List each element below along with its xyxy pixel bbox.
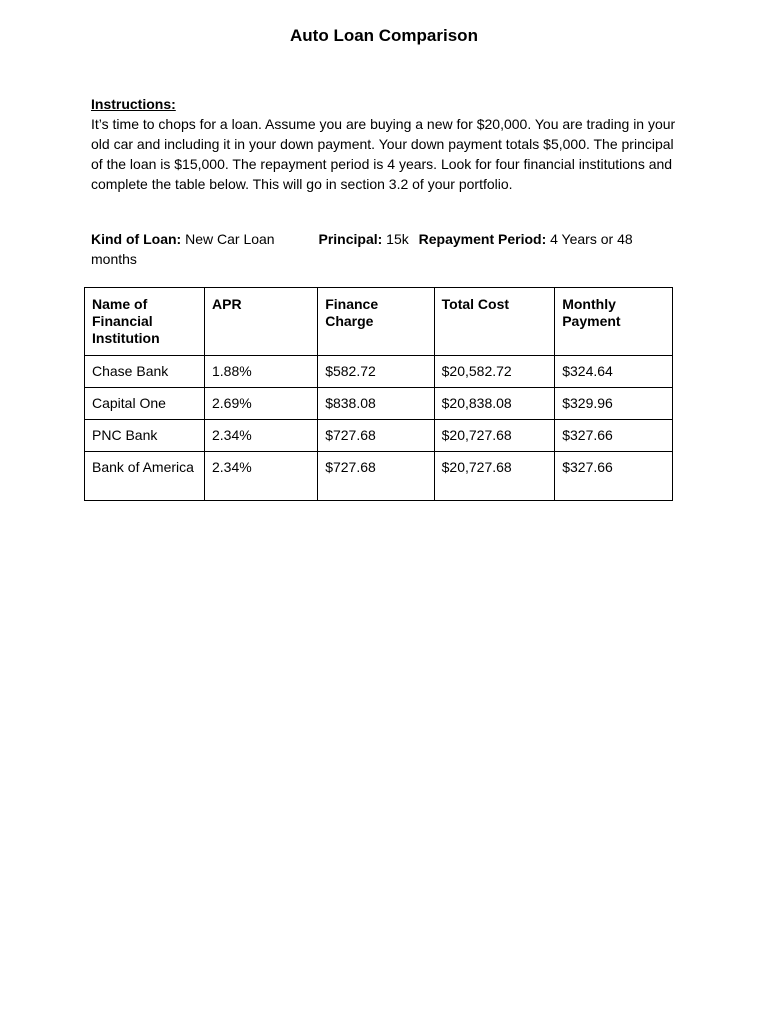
table-cell: 1.88% (205, 356, 318, 388)
instructions-block (91, 94, 681, 194)
repayment-period-value: 4 Years or 48 months (91, 231, 633, 267)
table-cell: $838.08 (318, 388, 434, 420)
table-header-row (85, 288, 673, 356)
column-header: Monthly Payment (555, 288, 673, 356)
page-title: Auto Loan Comparison (290, 26, 478, 45)
repayment-period-label: Repayment Period: (418, 231, 547, 247)
loan-info (91, 229, 671, 269)
table-cell: $20,582.72 (434, 356, 555, 388)
table-cell: $20,727.68 (434, 452, 555, 501)
table-cell: PNC Bank (85, 420, 205, 452)
table-cell: $727.68 (318, 452, 434, 501)
table-cell: $329.96 (555, 388, 673, 420)
table-row (85, 356, 673, 388)
table-cell: $20,727.68 (434, 420, 555, 452)
principal-label: Principal: (318, 231, 383, 247)
column-header: APR (205, 288, 318, 356)
column-header: Total Cost (434, 288, 555, 356)
instructions-text: It’s time to chops for a loan. Assume you are buying a new for $20,000. You are trading in your old car and including it in your down payment. Your down payment totals $5,000. The principal of the loan is $15,000. The repayment period is 4 years. Look for four financial institutions and complete the table below. This will go in section 3.2 of your portfolio. (91, 116, 676, 192)
table-cell: $324.64 (555, 356, 673, 388)
kind-of-loan-label: Kind of Loan: (91, 231, 182, 247)
table-cell: 2.69% (205, 388, 318, 420)
table-cell: Capital One (85, 388, 205, 420)
kind-of-loan-value: New Car Loan (185, 231, 275, 247)
principal-value: 15k (386, 231, 409, 247)
table-row (85, 420, 673, 452)
table-row (85, 388, 673, 420)
column-header: Finance Charge (318, 288, 434, 356)
loan-comparison-table (84, 287, 673, 501)
table-cell: $727.68 (318, 420, 434, 452)
table-cell: $582.72 (318, 356, 434, 388)
table-row (85, 452, 673, 501)
table-cell: 2.34% (205, 452, 318, 501)
table-cell: Bank of America (85, 452, 205, 501)
column-header: Name of Financial Institution (85, 288, 205, 356)
table-cell: 2.34% (205, 420, 318, 452)
instructions-heading: Instructions: (91, 96, 176, 112)
table-cell: $327.66 (555, 420, 673, 452)
table-cell: Chase Bank (85, 356, 205, 388)
table-cell: $20,838.08 (434, 388, 555, 420)
table-cell: $327.66 (555, 452, 673, 501)
